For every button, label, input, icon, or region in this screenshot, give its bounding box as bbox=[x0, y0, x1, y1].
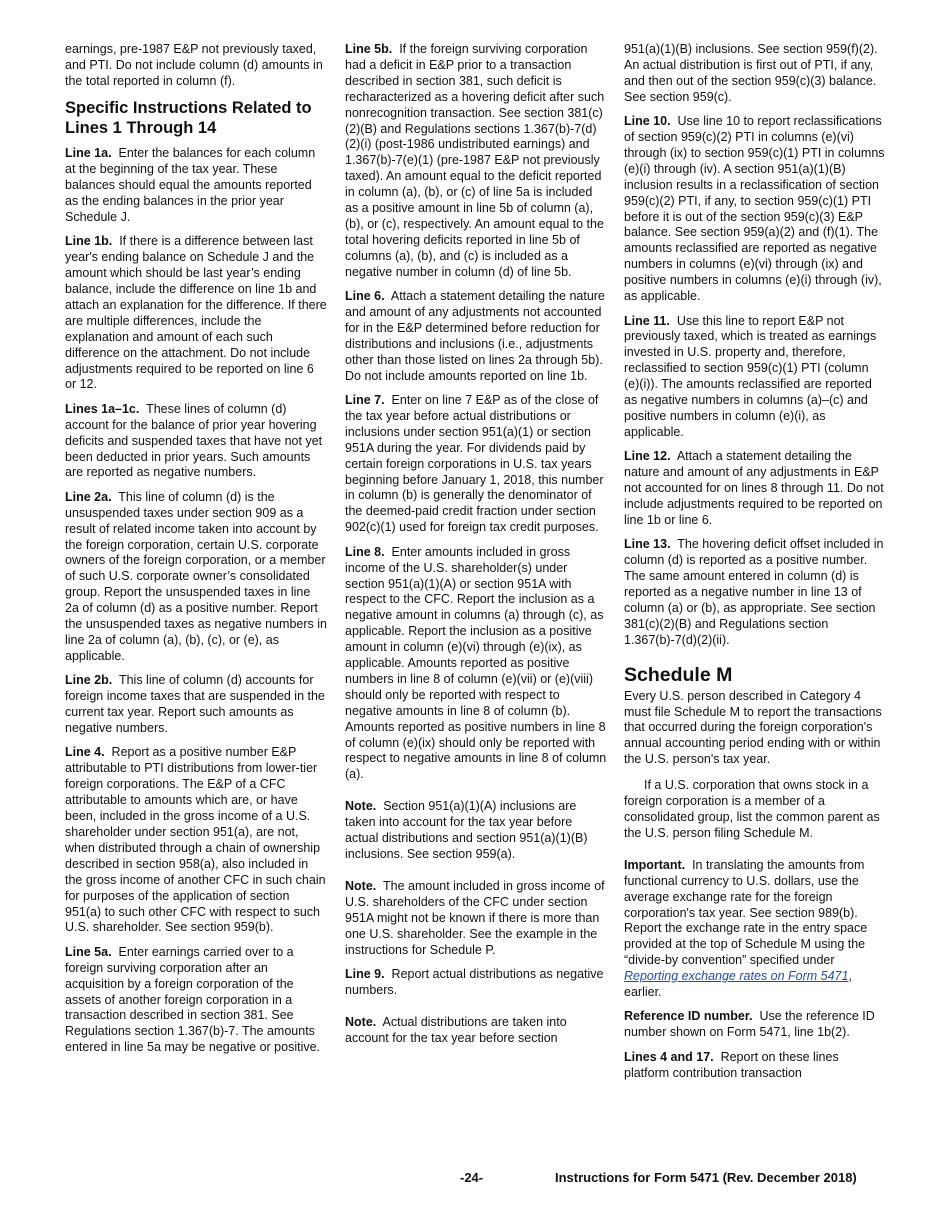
line-4-paragraph bbox=[65, 745, 327, 936]
paragraph-lead: Note. bbox=[345, 878, 377, 893]
paragraph-lead: Important. bbox=[624, 857, 686, 872]
page-number: -24- bbox=[460, 1170, 484, 1185]
paragraph-text: If there is a difference between last year's ending balance on Schedule J and the amount which should be last year’s ending balance, include the difference on line 1b and attach an explanation for the difference. If there are multiple differences, include the explanation and amount of each such difference on the attachment. Do not include adjustments required to be reported on line 6 or 12. bbox=[65, 234, 327, 392]
paragraph-lead: Line 7. bbox=[345, 393, 385, 408]
footer-title: Instructions for Form 5471 (Rev. December 2018) bbox=[555, 1170, 857, 1185]
paragraph-text: Report as a positive number E&P attributable to PTI distributions from lower-tier foreign corporations. The E&P of a CFC attributable to amounts which are, or have been, included in the gross income of a U.S. shareholder under section 951(a), are not, when distributed through a chain of ownership described in section 958(a), also included in the gross income of another CFC in such chain for purposes of the application of section 951(a) to such other CFC with respect to such U.S. shareholder. See section 959(b). bbox=[65, 745, 326, 935]
line-2b-paragraph bbox=[65, 673, 327, 737]
lines-1a-1c-paragraph bbox=[65, 402, 327, 482]
paragraph-text: Use this line to report E&P not previously taxed, which is treated as earnings invested in U.S. property and, therefore, reclassified to section 959(c)(1) PTI (column (e)(i)). The amounts reclassified are reported as negative numbers in columns (a)–(c) and positive numbers in column (e)(i), as applicable. bbox=[624, 313, 877, 439]
paragraph-lead: Note. bbox=[345, 799, 377, 814]
paragraph-lead: Line 12. bbox=[624, 449, 671, 464]
line-5a-paragraph bbox=[65, 945, 327, 1056]
intro-paragraph: earnings, pre-1987 E&P not previously taxed, and PTI. Do not include column (d) amounts in the total reported in column (f). bbox=[65, 42, 323, 88]
line-13-paragraph bbox=[624, 537, 886, 648]
paragraph-lead: Line 10. bbox=[624, 114, 671, 129]
paragraph-text: Use the reference ID number shown on Form 5471, line 1b(2). bbox=[624, 1009, 875, 1040]
paragraph-text: Enter earnings carried over to a foreign surviving corporation after an acquisition by a foreign corporation of the assets of another foreign corporation in a transaction described in section 381. See Regulations section 1.367(b)-7. The amounts entered in line 5a may be negative or positive. bbox=[65, 944, 321, 1055]
important-paragraph bbox=[624, 858, 886, 1001]
paragraph-lead: Lines 4 and 17. bbox=[624, 1049, 714, 1064]
paragraph-text: These lines of column (d) account for the balance of prior year hovering deficits and suspended taxes that have not yet been deducted in prior years. Such amounts are reported as negative numbers. bbox=[65, 401, 323, 480]
line-1a-paragraph bbox=[65, 146, 327, 226]
paragraph-text: Enter the balances for each column at the beginning of the tax year. These balances should equal the amounts reported as the ending balances in the prior year Schedule J. bbox=[65, 146, 316, 224]
paragraph-text: Attach a statement detailing the nature and amount of any adjustments in E&P not accounted for on lines 8 through 11. Do not include adjustments required to be reported on line 1b or line 6. bbox=[624, 449, 884, 527]
paragraph-lead: Line 9. bbox=[345, 966, 385, 981]
paragraph-text: Enter amounts included in gross income of the U.S. shareholder(s) under section 951(a)(1)(A) or section 951A with respect to the CFC. Report the inclusion as a negative amount in columns (a) through (c), as applicable. Report the inclusion as a positive amount in column (e)(vi) through (e)(ix), as applicable. Amounts reported as positive numbers in line 8 of column (e)(vii) or (e)(viii) should only be reported with respect to negative amounts in line 8 of column (b). Amounts reported as positive numbers in line 8 of column (e)(ix) should only be reported with respect to negative amounts in line 8 of column (a). bbox=[345, 544, 607, 782]
paragraph-text: Enter on line 7 E&P as of the close of the tax year before actual distributions or inclusions under section 951(a)(1) or section 951A during the year. For dividends paid by certain foreign corporations in U.S. tax years beginning before January 1, 2018, this number in column (b) is generally the denominator of the deemed-paid credit fraction under section 902(c)(1) used for foreign tax credit purposes. bbox=[345, 393, 604, 535]
paragraph-lead: Note. bbox=[345, 1014, 377, 1029]
paragraph-lead: Line 5a. bbox=[65, 944, 112, 959]
paragraph-lead: Line 11. bbox=[624, 313, 670, 328]
column-right bbox=[624, 42, 886, 1090]
schedule-m-paragraph: If a U.S. corporation that owns stock in a foreign corporation is a member of a consolidated group, list the common parent as the U.S. person filing Schedule M. bbox=[624, 778, 880, 840]
paragraph-text: This line of column (d) is the unsuspended taxes under section 909 as a result of related income taken into account by the foreign corporation, certain U.S. corporate owners of the foreign corporation, or a member of such U.S. corporate owner’s consolidated group. Report the unsuspended taxes in line 2a of column (d) as a positive number. Report the unsuspended taxes as negative numbers in line 2a of column (a), (b), (c), or (e), as applicable. bbox=[65, 489, 327, 663]
line-7-paragraph bbox=[345, 393, 607, 536]
line-10-paragraph bbox=[624, 114, 886, 305]
line-2a-paragraph bbox=[65, 490, 327, 665]
paragraph-lead: Line 5b. bbox=[345, 42, 393, 56]
note-paragraph bbox=[345, 879, 607, 959]
paragraph-text: In translating the amounts from functional currency to U.S. dollars, use the average exchange rate for the foreign corporation's tax year. See section 989(b). Report the exchange rate in the entry space provided at the top of Schedule M using the “divide-by convention” specified under bbox=[624, 857, 868, 968]
paragraph-lead: Reference ID number. bbox=[624, 1009, 753, 1024]
paragraph-text: The amount included in gross income of U.S. shareholders of the CFC under section 951A might not be known if there is more than one U.S. shareholder. See the example in the instructions for Schedule P. bbox=[345, 878, 605, 957]
line-6-paragraph bbox=[345, 289, 607, 384]
paragraph-text: Report actual distributions as negative numbers. bbox=[345, 966, 604, 997]
reference-id-paragraph bbox=[624, 1009, 886, 1041]
schedule-m-paragraph: Every U.S. person described in Category 4 must file Schedule M to report the transactions that occurred during the foreign corporation's annual accounting period ending with or within the U.S. person's tax year. bbox=[624, 688, 882, 767]
paragraph-lead: Line 2a. bbox=[65, 489, 112, 504]
paragraph-text: Report on these lines platform contribution transaction bbox=[624, 1049, 839, 1080]
paragraph-lead: Line 1a. bbox=[65, 146, 112, 161]
paragraph-text: Attach a statement detailing the nature and amount of any adjustments not accounted for in the E&P determined before reduction for distributions and inclusions (i.e., adjustments other than those listed on lines 2a through 5b). Do not include amounts reported on line 1b. bbox=[345, 289, 605, 383]
paragraph-text: If the foreign surviving corporation had a deficit in E&P prior to a transaction described in section 381, such deficit is recharacterized as a hovering deficit after such nonrecognition transaction. See section 381(c)(2)(B) and Regulations sections 1.367(b)-7(d)(2)(i) (post-1986 undistributed earnings) and 1.367(b)-7(e)(1) (pre-1987 E&P not previously taxed). An amount equal to the deficit reported in column (a), (b), or (c) of line 5a is included as a positive amount in line 5b of column (a), (b), or (c), respectively. An amount equal to the total hovering deficits reported in line 5b of columns (a), (b), and (c) is included as a negative number in column (d) of line 5b. bbox=[345, 42, 605, 279]
lines-4-17-paragraph bbox=[624, 1050, 886, 1082]
paragraph-text: Use line 10 to report reclassifications of section 959(c)(2) PTI in columns (e)(vi) through (ix) to section 959(c)(1) PTI in columns (e)(i) through (iv). A section 951(a)(1)(B) inclusion results in a reclassification of section 959(c)(2) PTI, if any, to section 959(c)(1) PTI before it is out of the section 959(c)(3) E&P balance. See section 959(a)(2) and (f)(1). The amounts reclassified are reported as negative numbers in columns (e)(vi) through (ix) and positive numbers in columns (e)(i) through (iv), as applicable. bbox=[624, 114, 885, 304]
column-left bbox=[65, 42, 327, 1065]
line-1b-paragraph bbox=[65, 234, 327, 393]
paragraph-lead: Line 4. bbox=[65, 745, 105, 760]
line-11-paragraph bbox=[624, 314, 886, 441]
section-heading: Specific Instructions Related to Lines 1 Through 14 bbox=[65, 99, 312, 138]
note-paragraph bbox=[345, 1015, 607, 1047]
line-8-paragraph bbox=[345, 545, 607, 784]
paragraph-lead: Line 6. bbox=[345, 289, 385, 304]
note-paragraph bbox=[345, 799, 607, 863]
paragraph-lead: Line 2b. bbox=[65, 673, 113, 688]
column-middle bbox=[345, 42, 607, 1055]
intro-paragraph: 951(a)(1)(B) inclusions. See section 959(f)(2). An actual distribution is first out of PTI, if any, and then out of the section 959(c)(3) balance. See section 959(c). bbox=[624, 42, 878, 104]
line-12-paragraph bbox=[624, 449, 886, 529]
line-9-paragraph bbox=[345, 967, 607, 999]
paragraph-lead: Lines 1a–1c. bbox=[65, 401, 140, 416]
line-5b-paragraph bbox=[345, 42, 607, 281]
paragraph-text: The hovering deficit offset included in column (d) is reported as a positive number. The same amount entered in column (d) is reported as a negative number in line 13 of column (a) or (b), as appropriate. See section 381(c)(2)(B) and Regulations section 1.367(b)-7(d)(2)(ii). bbox=[624, 537, 884, 647]
paragraph-text: Section 951(a)(1)(A) inclusions are taken into account for the tax year before actual distributions and section 951(a)(1)(B) inclusions. See section 959(a). bbox=[345, 799, 588, 861]
schedule-m-heading: Schedule M bbox=[624, 663, 733, 686]
exchange-rates-link[interactable]: Reporting exchange rates on Form 5471 bbox=[624, 969, 849, 984]
paragraph-text-tail: , earlier. bbox=[624, 969, 852, 1000]
paragraph-text: This line of column (d) accounts for foreign income taxes that are suspended in the current tax year. Report such amounts as negative numbers. bbox=[65, 673, 325, 736]
paragraph-text: Actual distributions are taken into account for the tax year before section bbox=[345, 1014, 567, 1045]
paragraph-lead: Line 8. bbox=[345, 544, 385, 559]
paragraph-lead: Line 13. bbox=[624, 537, 671, 552]
paragraph-lead: Line 1b. bbox=[65, 234, 113, 249]
